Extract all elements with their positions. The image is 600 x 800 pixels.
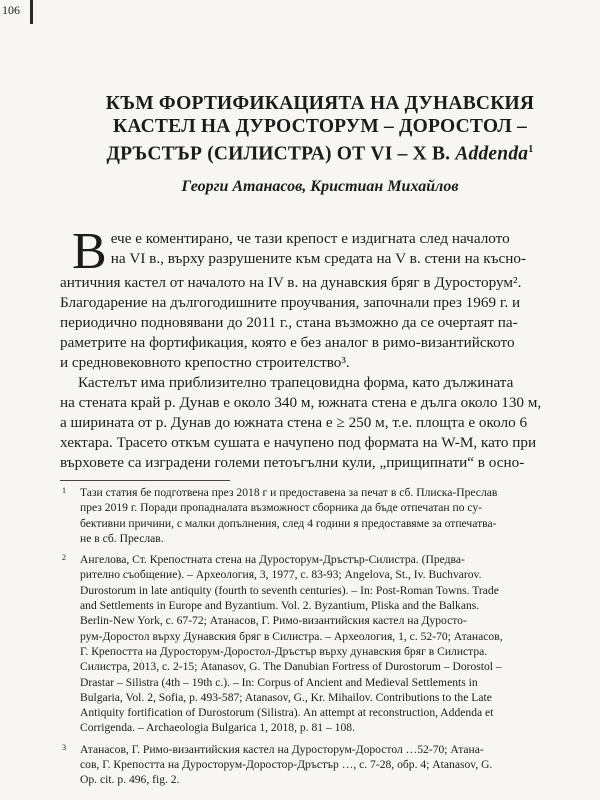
footnote-line: Antiquity fortification of Durostorum (Silistra). An attempt at reconstruction, Addenda et xyxy=(80,706,494,720)
footnote-line: Corrigenda. – Archaeologia Bulgarica 1, 2018, p. 81 – 108. xyxy=(80,721,355,735)
footnote-line: рум-Доростол върху Дунавския бряг в Силистра. – Археология, 1, с. 52-70; Атанасов, xyxy=(80,629,503,643)
drop-cap: В xyxy=(72,223,107,280)
page-number: 106 xyxy=(2,3,20,17)
footnote-number: 2 xyxy=(62,553,66,563)
title-addenda: Addenda xyxy=(455,143,529,165)
title-footnote-ref: 1 xyxy=(528,144,534,155)
footnote-divider xyxy=(60,480,230,481)
body-line: хектара. Трасето откъм сушата е начупено под формата на W-M, като при xyxy=(60,434,537,451)
body-line: на VI в., върху разрушените към средата на V в. стени на късно- xyxy=(110,250,527,267)
title-line-3-main: ДРЪСТЪР (СИЛИСТРА) ОТ VI – X В. xyxy=(106,143,451,165)
footnote-line: Тази статия бе подготвена през 2018 г и предоставена за печат в сб. Плиска-Преслав xyxy=(80,486,498,499)
footnote-line: рително съобщение). – Археология, 3, 1977, с. 83-93; Angelova, St., Iv. Buchvarov. xyxy=(80,568,482,582)
footnote-line: and Settlements in Europe and Byzantium. Vol. 2. Byzantium, Pliska and the Balkans. xyxy=(80,599,480,613)
footnote-line: Силистра, 2013, с. 2-15; Atanasov, G. The Danubian Fortress of Durostorum – Dorostol – xyxy=(80,660,502,674)
footnote-line: Durostorum in late antiquity (fourth to seventh centuries). – In: Post-Roman Towns. Trade xyxy=(80,583,499,597)
body-line: а ширината от р. Дунав до южната стена е ≥ 250 м, т.е. площта е около 6 xyxy=(60,414,528,431)
title-line-3 xyxy=(70,138,570,166)
footnotes xyxy=(60,485,580,794)
footnote-line: Op. cit. p. 496, fig. 2. xyxy=(80,773,180,787)
footnote-line: Ангелова, Ст. Крепостната стена на Дуросторум-Дръстър-Силистра. (Предва- xyxy=(80,553,465,567)
footnote-line: Атанасов, Г. Римо-византийския кастел на Дуросторум-Доростол …52-70; Атана- xyxy=(80,742,484,756)
body-line: на стената край р. Дунав е около 340 м, южната стена е дълга около 130 м, xyxy=(60,394,542,411)
footnote-line: не в сб. Преслав. xyxy=(80,531,164,545)
footnote-2 xyxy=(60,552,580,736)
footnote-line: Г. Крепостта на Дуросторум-Доростол-Дръстър върху дунавския бряг в Силистра. xyxy=(80,644,488,658)
body-line: върховете са изградени големи петоъгълни кули, „прищипнати“ в осно- xyxy=(60,454,525,471)
page-number-rule xyxy=(30,0,33,24)
body-line: Кастелът има приблизително трапецовидна форма, като дължината xyxy=(78,374,514,391)
footnote-1 xyxy=(60,485,580,546)
body-line: Благодарение на дългогодишните проучвания, започнали през 1969 г. и xyxy=(60,294,521,311)
title-line-1: КЪМ ФОРТИФИКАЦИЯТА НА ДУНАВСКИЯ xyxy=(105,93,535,114)
footnote-number: 1 xyxy=(62,486,66,495)
title-line-2: КАСТЕЛ НА ДУРОСТОРУМ – ДОРОСТОЛ – xyxy=(113,116,527,137)
footnote-line: бективни причини, с малки допълнения, след 4 години я предоставяме за отпечатва- xyxy=(80,516,497,530)
footnote-line: Drastar – Silistra (4th – 19th c.). – In: Corpus of Ancient and Medieval Settlements in xyxy=(80,675,478,689)
footnote-3 xyxy=(60,742,580,788)
footnote-line: сов, Г. Крепостта на Дуросторум-Доростор-Дръстър …, с. 7-28, обр. 4; Atanasov, G. xyxy=(80,758,493,772)
body-line: античния кастел от началото на IV в. на дунавския бряг в Дуросторум². xyxy=(60,274,522,291)
body-line: периодично подновявани до 2011 г., стана възможно да се очертаят па- xyxy=(60,314,518,331)
footnote-number: 3 xyxy=(62,742,66,752)
body-line: и средновековното крепостно строителство³. xyxy=(60,354,350,371)
article-body xyxy=(60,223,580,473)
article-title xyxy=(70,92,570,166)
footnote-line: Bulgaria, Vol. 2, Sofia, p. 493-587; Atanasov, G., Kr. Mihailov. Contributions to the Late xyxy=(80,690,492,704)
body-line: раметрите на фортификация, която е без аналог в римо-византийското xyxy=(60,334,515,351)
article-authors: Георги Атанасов, Кристиан Михайлов xyxy=(181,178,459,195)
footnote-line: през 2019 г. Поради пропадналата възможност сборника да бъде отпечатан по су- xyxy=(80,501,483,515)
footnote-line: Berlin-New York, с. 67-72; Атанасов, Г. Римо-византийския кастел на Дуросто- xyxy=(80,614,467,628)
body-line: ече е коментирано, че тази крепост е издигната след началото xyxy=(110,230,510,247)
